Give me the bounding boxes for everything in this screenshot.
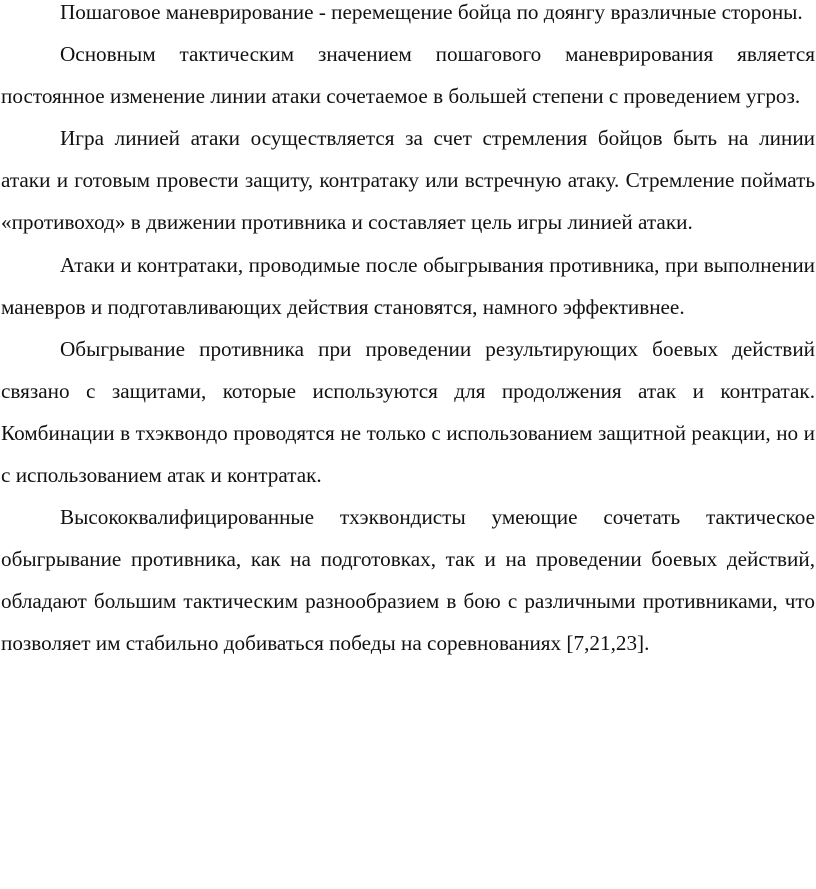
paragraph-attacks-counterattacks: Атаки и контратаки, проводимые после обыгрывания противника, при выполнении маневров и подготавливающих действия становятся, намного эффективнее. (1, 252, 815, 319)
paragraph-tactical-meaning: Основным тактическим значением пошагового маневрирования является постоянное изменение линии атаки сочетаемое в большей степени с проведением угроз. (1, 42, 815, 109)
paragraph-outplaying-opponent: Обыгрывание противника при проведении результирующих боевых действий связано с защитами, которые используются для продолжения атак и контратак. Комбинации в тхэквондо проводятся не только с использованием защитной реакции, но и с использованием атак и контратак. (1, 336, 815, 488)
paragraph-qualified-athletes: Высококвалифицированные тхэквондисты умеющие сочетать тактическое обыгрывание противника, как на подготовках, так и на проведении боевых действий, обладают большим тактическим разнообразием в бою с различными противниками, что позволяет им стабильно добиваться победы на соревнованиях [7,21,23]. (1, 505, 815, 656)
paragraph-attack-line-game: Игра линией атаки осуществляется за счет стремления бойцов быть на линии атаки и готовым провести защиту, контратаку или встречную атаку. Стремление поймать «противоход» в движении противника и составляет цель игры линией атаки. (1, 126, 815, 235)
paragraph-maneuvering-definition: Пошаговое маневрирование - перемещение бойца по доянгу вразличные стороны. (60, 0, 803, 24)
